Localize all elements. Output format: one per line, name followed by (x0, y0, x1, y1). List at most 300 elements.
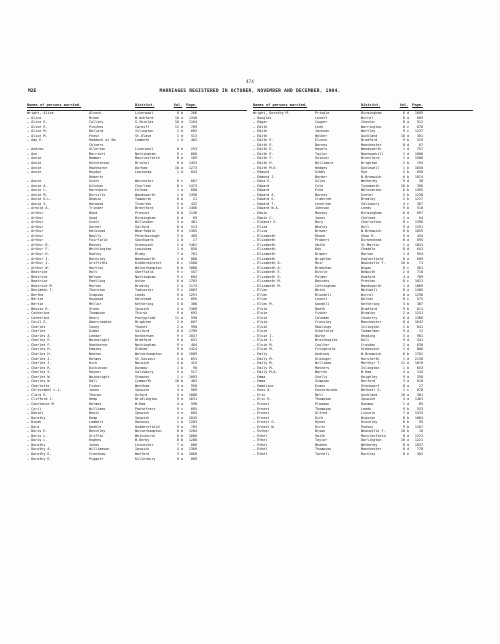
entry-page: 1069 (414, 283, 423, 288)
entry-spouse-surname: Green (89, 306, 100, 311)
entry-spouse-surname: Snelly (315, 374, 328, 379)
entry-spouse-surname: Jones (315, 215, 326, 220)
entry-spouse-surname: Smith (315, 242, 326, 247)
entry-volume: 8 b (176, 438, 183, 443)
entry-page: 71 (418, 261, 423, 266)
entry-page: 1296 (414, 292, 423, 297)
entry-page: 1631 (188, 397, 197, 402)
heading-district: District. (135, 103, 155, 107)
entry-district: Reading (361, 333, 376, 338)
entry-name: — Arthur J. (27, 256, 50, 261)
entry-district: Peterborough (135, 233, 160, 238)
entry-page: 301 (416, 133, 423, 138)
entry-spouse-surname: Cottingham (315, 283, 336, 288)
entry-page: 1701 (414, 351, 423, 356)
entry-volume: 11 a (174, 315, 183, 320)
entry-page: 678 (416, 388, 423, 393)
entry-name: — Arthur (27, 220, 44, 225)
heading-names: Names of persons married. (253, 103, 308, 107)
entry-page: 301 (416, 392, 423, 397)
entry-district: Hull (361, 338, 370, 343)
entry-page: 1473 (188, 183, 197, 188)
entry-spouse-surname: Good (89, 215, 98, 220)
entry-page: 1093 (188, 374, 197, 379)
entry-volume: 3 b (176, 301, 183, 306)
entry-volume: 8 a (402, 238, 409, 243)
entry-volume: 2 a (402, 311, 409, 316)
entry-volume: 1 d (402, 347, 409, 352)
entry-name: — Annie M. (27, 192, 48, 197)
entry-district: Croydon (361, 342, 376, 347)
entry-volume: 9 b (402, 306, 409, 311)
entry-page: 1789 (188, 329, 197, 334)
entry-district: W.Ham (135, 402, 146, 406)
entry-page: 684 (190, 274, 197, 279)
entry-district: Worcester (135, 179, 154, 184)
entry-volume: 3 a (176, 452, 183, 457)
entry-name: — Ernest (253, 402, 270, 406)
entry-volume: 9 a (402, 329, 409, 334)
entry-page: 1396 (188, 192, 197, 197)
entry-name: — Douglas (253, 115, 272, 120)
entry-spouse-surname: Roberts (89, 174, 104, 179)
entry-page: 843 (190, 170, 197, 175)
entry-spouse-surname: Thorpe (89, 392, 102, 397)
entry-volume: 2 b (402, 161, 409, 166)
entry-spouse-surname: Marriott (89, 151, 106, 156)
entry-district: Darlington (361, 438, 382, 443)
entry-page: 1650 (414, 165, 423, 170)
entry-district: Wandsworth (135, 256, 156, 261)
entry-page: 769 (190, 124, 197, 129)
heading-vol: Vol. (399, 103, 409, 107)
entry-district: Durham (135, 165, 148, 170)
entry-volume: 2 a (402, 342, 409, 347)
entry-district: Preston (361, 279, 376, 284)
entry-spouse-surname: Rowley (89, 251, 102, 256)
entry-district: Stepney (135, 374, 150, 379)
entry-spouse-surname: Hynes (315, 420, 326, 425)
entry-district: Ipswich (135, 411, 150, 416)
entry-volume: 8 a (402, 115, 409, 120)
entry-spouse-surname: Muir (315, 261, 324, 266)
entry-name: — Elizabeth M. (253, 283, 282, 288)
entry-volume: 1 b (402, 365, 409, 370)
right-column-block (253, 103, 473, 457)
entry-volume: 9 c (176, 406, 183, 411)
entry-district: Birkenhead (361, 238, 382, 243)
heading-vol: Vol. (173, 103, 183, 107)
entry-district: Dunlewell (361, 165, 380, 170)
entry-volume: 3 b (176, 233, 183, 238)
entry-spouse-surname: Coulter (315, 342, 330, 347)
entry-district: Ipswich (135, 388, 150, 393)
entry-volume: 4 a (176, 388, 183, 393)
entry-district: Wandsworth (361, 147, 382, 152)
entry-volume: 6 d (402, 315, 409, 320)
entry-district: Kettering (361, 301, 380, 306)
header-title: MARRIAGES REGISTERED IN OCTOBER, NOVEMBER AND DECEMBER, 1904. (159, 89, 341, 94)
entry-page: 1368 (188, 306, 197, 311)
entry-spouse-surname: Elcock (315, 138, 328, 143)
entry-district: Dunmow (135, 365, 148, 370)
entry-spouse-surname: Hawthorne (89, 342, 108, 347)
entry-spouse-surname: Lambert (89, 420, 104, 425)
entry-district: Ipswich (361, 397, 376, 402)
entry-district: Horsforth (361, 356, 380, 361)
entry-volume: 7 a (176, 442, 183, 447)
entry-district: Romford (361, 274, 376, 279)
entry-page: 912 (416, 120, 423, 125)
entry-volume: 1 b (402, 165, 409, 170)
entry-name: — Elsie (253, 315, 268, 320)
entry-name: — Ethel (253, 438, 268, 443)
entry-district: Whitwell (361, 288, 378, 293)
entry-name: — Edmund J. (253, 174, 276, 179)
entry-name: — Doris L. (27, 433, 48, 438)
entry-page: 889 (190, 456, 197, 461)
entry-district: Manchester (361, 320, 382, 325)
entry-volume: 5 a (176, 370, 183, 375)
entry-page: 778 (416, 447, 423, 452)
entry-volume: 9 c (176, 333, 183, 338)
entry-page: 1315 (414, 411, 423, 416)
entry-district: Cardiff (135, 124, 150, 129)
entry-district: Southwark (135, 238, 154, 243)
entry-volume: 1 d (402, 283, 409, 288)
entry-name: — Charles J. (27, 361, 52, 366)
entry-district: Lewisham (135, 170, 152, 175)
entry-spouse-surname: Barnes (315, 142, 328, 147)
entry-spouse-surname: Burke (315, 333, 326, 338)
entry-name: — Charles W. (27, 379, 52, 384)
entry-spouse-surname: Kay (315, 247, 322, 252)
entry-spouse-surname: Hemp (89, 397, 98, 402)
entry-page: 1369 (188, 447, 197, 452)
entry-name: — Annie A. (27, 183, 48, 188)
entry-district: Thanet (135, 324, 148, 329)
entry-page: 651 (190, 356, 197, 361)
entry-volume: 8 c (402, 124, 409, 129)
entry-name: — Eric (253, 392, 266, 397)
entry-district: Marton (361, 251, 374, 256)
entry-spouse-surname: Hewit (89, 411, 100, 416)
heading-district: District. (361, 103, 381, 107)
entry-district: Hull (361, 224, 370, 229)
entry-name: — Clifford J. (27, 397, 54, 402)
entry-spouse-surname: Kitchen (89, 183, 104, 188)
entry-page: 1783 (188, 279, 197, 284)
entry-name: — Arthur (27, 211, 44, 216)
entry-page: 64 (418, 215, 423, 220)
entry-name: — Elsie (253, 329, 268, 334)
entry-spouse-surname: Nelson (89, 274, 102, 279)
entry-name: — Dorothy (27, 415, 46, 420)
entry-district: Bethnal G. (361, 388, 382, 393)
entry-name: — Bertie (27, 297, 44, 302)
entry-volume: 8 a (402, 320, 409, 325)
entry-district: Brighton (135, 320, 152, 325)
entry-name: — Alice (27, 115, 42, 120)
entry-name: — Ernest (253, 406, 270, 411)
entry-page: 1291 (414, 224, 423, 229)
entry-name: — Ernest (253, 415, 270, 420)
entry-volume: 6 b (176, 197, 183, 202)
entry-name: — Elsie I. (253, 333, 274, 338)
entry-volume: 1 d (176, 247, 183, 252)
entry-page: 1070 (414, 361, 423, 366)
entry-volume: 8 d (402, 142, 409, 147)
entry-name: — Emma (253, 374, 266, 379)
entry-volume: 1 c (176, 374, 183, 379)
entry-district: Willesden (135, 220, 154, 225)
entry-volume: 6 b (402, 420, 409, 425)
entry-name: — Arthur (27, 224, 44, 229)
entry-name: — Alice E. (27, 124, 48, 129)
entry-name: — Ann (27, 151, 38, 156)
entry-district: Leeds (361, 406, 372, 411)
entry-spouse-surname: Leedar (89, 333, 102, 338)
entry-name: — Alice M. (27, 133, 48, 138)
entry-spouse-surname: Tarnell (315, 452, 330, 457)
entry-name: — Edward G. (253, 197, 276, 202)
entry-spouse-surname: Bamber (89, 156, 102, 161)
entry-name: — Beatrice (27, 270, 48, 275)
entry-spouse-surname: Crabtree (315, 197, 332, 202)
entry-volume: 3 a (176, 392, 183, 397)
entry-page: 610 (416, 379, 423, 384)
entry-spouse-surname: Warren (315, 370, 328, 375)
entry-page: 609 (416, 256, 423, 261)
entry-name: — Annie (27, 156, 42, 161)
entry-volume: 1 d (402, 151, 409, 156)
entry-volume: 8 a (402, 383, 409, 388)
entry-district: Auckland (361, 392, 378, 397)
entry-page: 1453 (188, 161, 197, 166)
entry-volume: 1 d (176, 138, 183, 143)
entry-volume: 3 a (402, 379, 409, 384)
entry-district: Wetherby (361, 442, 378, 447)
entry-page: 1485 (414, 288, 423, 293)
entry-page: 653 (416, 365, 423, 370)
entry-spouse-surname: Alfred (315, 411, 328, 416)
entry-page: 1037 (188, 333, 197, 338)
entry-spouse-surname: Plowman (315, 402, 330, 406)
entry-page: 2045 (188, 415, 197, 420)
entry-page: 1340 (188, 115, 197, 120)
entry-name: — Catherine (27, 311, 50, 316)
entry-spouse-surname: Pringle (315, 111, 330, 115)
entry-volume: 4 a (402, 370, 409, 375)
entry-district: W.Ham (361, 370, 372, 375)
entry-district: Salford (135, 329, 150, 334)
entry-name: — Alice M. (27, 129, 48, 134)
entry-name: — Edmund (253, 170, 270, 175)
entry-volume: 1 b (176, 365, 183, 370)
entry-spouse-surname: Feast (89, 133, 100, 138)
entry-name: — Beatrice (27, 279, 48, 284)
entry-district: Coventry (361, 315, 378, 320)
entry-spouse-surname: Hall (89, 379, 98, 384)
entry-name: — Arthur J. (27, 261, 50, 266)
entry-page: 1074 (414, 174, 423, 179)
entry-name: — Benjamin T. (27, 288, 54, 293)
entry-district: Birmingham (361, 211, 382, 216)
entry-name: — Elsie (253, 311, 268, 316)
entry-spouse-surname: Simpson (315, 379, 330, 384)
entry-page: 651 (190, 338, 197, 343)
entry-district: Prescot (135, 211, 150, 216)
entry-name: — Elizabeth (253, 238, 276, 243)
entry-district: Lewisham (135, 247, 152, 252)
entry-name: — Elizabeth M. (253, 279, 282, 284)
entry-volume: 2 b (402, 170, 409, 175)
entry-spouse-surname: Booth (315, 306, 326, 311)
entry-volume: 10 a (174, 165, 183, 170)
entry-name: — Doris L. (27, 438, 48, 443)
entry-district: Nottingham (135, 342, 156, 347)
entry-page: 1223 (414, 433, 423, 438)
column-headings (253, 103, 473, 111)
entry-name: — Elsie (253, 324, 268, 329)
entry-page: 90 (192, 365, 197, 370)
entry-spouse-surname: Kirk (89, 361, 98, 366)
entry-page: 415 (190, 361, 197, 366)
entry-volume: 8 e (402, 452, 409, 457)
entry-spouse-surname: Barber (315, 174, 328, 179)
entry-page: 630 (416, 342, 423, 347)
entry-spouse-surname: Hayers (315, 147, 328, 152)
entry-volume: 8 a (402, 256, 409, 261)
entry-page: 990 (190, 324, 197, 329)
entry-name: — Ellen (253, 297, 268, 302)
entry-page: 806 (416, 347, 423, 352)
entry-district: Wirral (361, 115, 374, 120)
entry-spouse-surname: Haddock or Ba (89, 138, 116, 143)
entry-volume: 6 b (402, 188, 409, 193)
entry-name: — Arthur (27, 238, 44, 243)
entry-page: 194 (416, 161, 423, 166)
entry-name: — Ernest W. (253, 424, 276, 429)
entry-district: Westham (135, 383, 150, 388)
entry-page: 510 (416, 206, 423, 211)
entry-name: — Ernest (253, 411, 270, 416)
entry-volume: 6 b (176, 429, 183, 434)
entry-volume: 1 d (176, 242, 183, 247)
entry-page: 85 (418, 402, 423, 406)
entry-page: 21 (192, 197, 197, 202)
entry-district: Leicester (135, 442, 154, 447)
entry-volume: 8 b (176, 147, 183, 152)
entry-page: 1086 (188, 265, 197, 270)
entry-name: — Annie (27, 165, 42, 170)
entry-name: — Arthur B. (27, 242, 50, 247)
entry-district: Liverpool (135, 147, 154, 152)
entry-page: 761 (190, 251, 197, 256)
entry-district: S.Shields (135, 120, 154, 125)
entry-page: 888 (190, 256, 197, 261)
entry-district: Ipswich (135, 306, 150, 311)
entry-page: 1642 (414, 320, 423, 325)
entry-spouse-surname: Hutchinson (89, 161, 110, 166)
entry-volume: 6 a (176, 161, 183, 166)
entry-page: 600 (190, 188, 197, 193)
entry-volume: 6 b (176, 351, 183, 356)
entry-district: Aston (135, 279, 146, 284)
page-number: 474 (245, 79, 255, 84)
entry-page: 678 (416, 124, 423, 129)
entry-name: — Dorothy E. (27, 456, 52, 461)
entry-page: 266 (190, 111, 197, 115)
entry-page: 1806 (188, 433, 197, 438)
entry-page: 465 (190, 379, 197, 384)
entry-district: Pontefract (135, 406, 156, 411)
entry-volume: 10 a (400, 438, 409, 443)
entry-district: Bradford (135, 338, 152, 343)
entry-name: — Emily M. (253, 356, 274, 361)
entry-spouse-surname: Griffin (89, 433, 104, 438)
entry-name: — Esther (253, 429, 270, 434)
entry-name: — Clara E. (27, 392, 48, 397)
entry-spouse-surname: Massey (89, 242, 102, 247)
entry-volume: 6 c (176, 261, 183, 266)
entry-name: — Cecil E. (27, 320, 48, 325)
entry-page: 607 (190, 179, 197, 184)
entry-name: — Ellen (253, 288, 268, 293)
entry-name: — Elsie M. (253, 347, 274, 352)
entry-volume: 10 b (400, 183, 409, 188)
entry-volume: 10 a (400, 392, 409, 397)
column-headings (27, 103, 247, 111)
entry-page: 134 (416, 370, 423, 375)
entry-page: 1174 (188, 283, 197, 288)
entry-page: 2130 (414, 356, 423, 361)
entry-volume: 11 a (174, 124, 183, 129)
entry-district: Lincoln (361, 411, 376, 416)
entry-spouse-surname: Bullimore (315, 161, 334, 166)
entry-page: 67 (418, 142, 423, 147)
entry-volume: 8 d (402, 442, 409, 447)
entry-page: 1107 (414, 424, 423, 429)
entry-name: — Dorothy E. (27, 452, 52, 457)
entry-spouse-surname: Cronshaw (89, 452, 106, 457)
entry-spouse-surname: Batchley (89, 429, 106, 434)
entry-volume: 9 b (402, 406, 409, 411)
entry-name: — Annie (27, 179, 42, 184)
entry-spouse-surname: Wrighton (315, 256, 332, 261)
entry-name: — Edith (253, 124, 268, 129)
entry-district: Tadcaster (135, 288, 154, 293)
entry-volume: 9 a (402, 233, 409, 238)
entry-spouse-surname: Alcock (89, 111, 102, 115)
entry-name: — Beatrice (27, 274, 48, 279)
entry-name: — Edith (253, 129, 268, 134)
entry-volume: 9 b (402, 424, 409, 429)
entry-spouse-surname: Griffiths (89, 261, 108, 266)
entry-spouse-surname: Harwood (89, 201, 104, 206)
entry-name: — Edith E. (253, 138, 274, 143)
entry-name: — Elizabeth E. (253, 270, 282, 275)
entry-page: 1466 (188, 206, 197, 211)
entry-district: Auckland (361, 133, 378, 138)
entry-volume: 1 b (176, 420, 183, 425)
entry-spouse-surname: Baccahs (315, 279, 330, 284)
entry-spouse-surname: Henry (89, 315, 100, 320)
entry-district: Wigan (361, 265, 372, 270)
entry-volume: 3 a (176, 220, 183, 225)
entry-name: — Elizabeth (253, 256, 276, 261)
entry-district: Nottingham (135, 151, 156, 156)
